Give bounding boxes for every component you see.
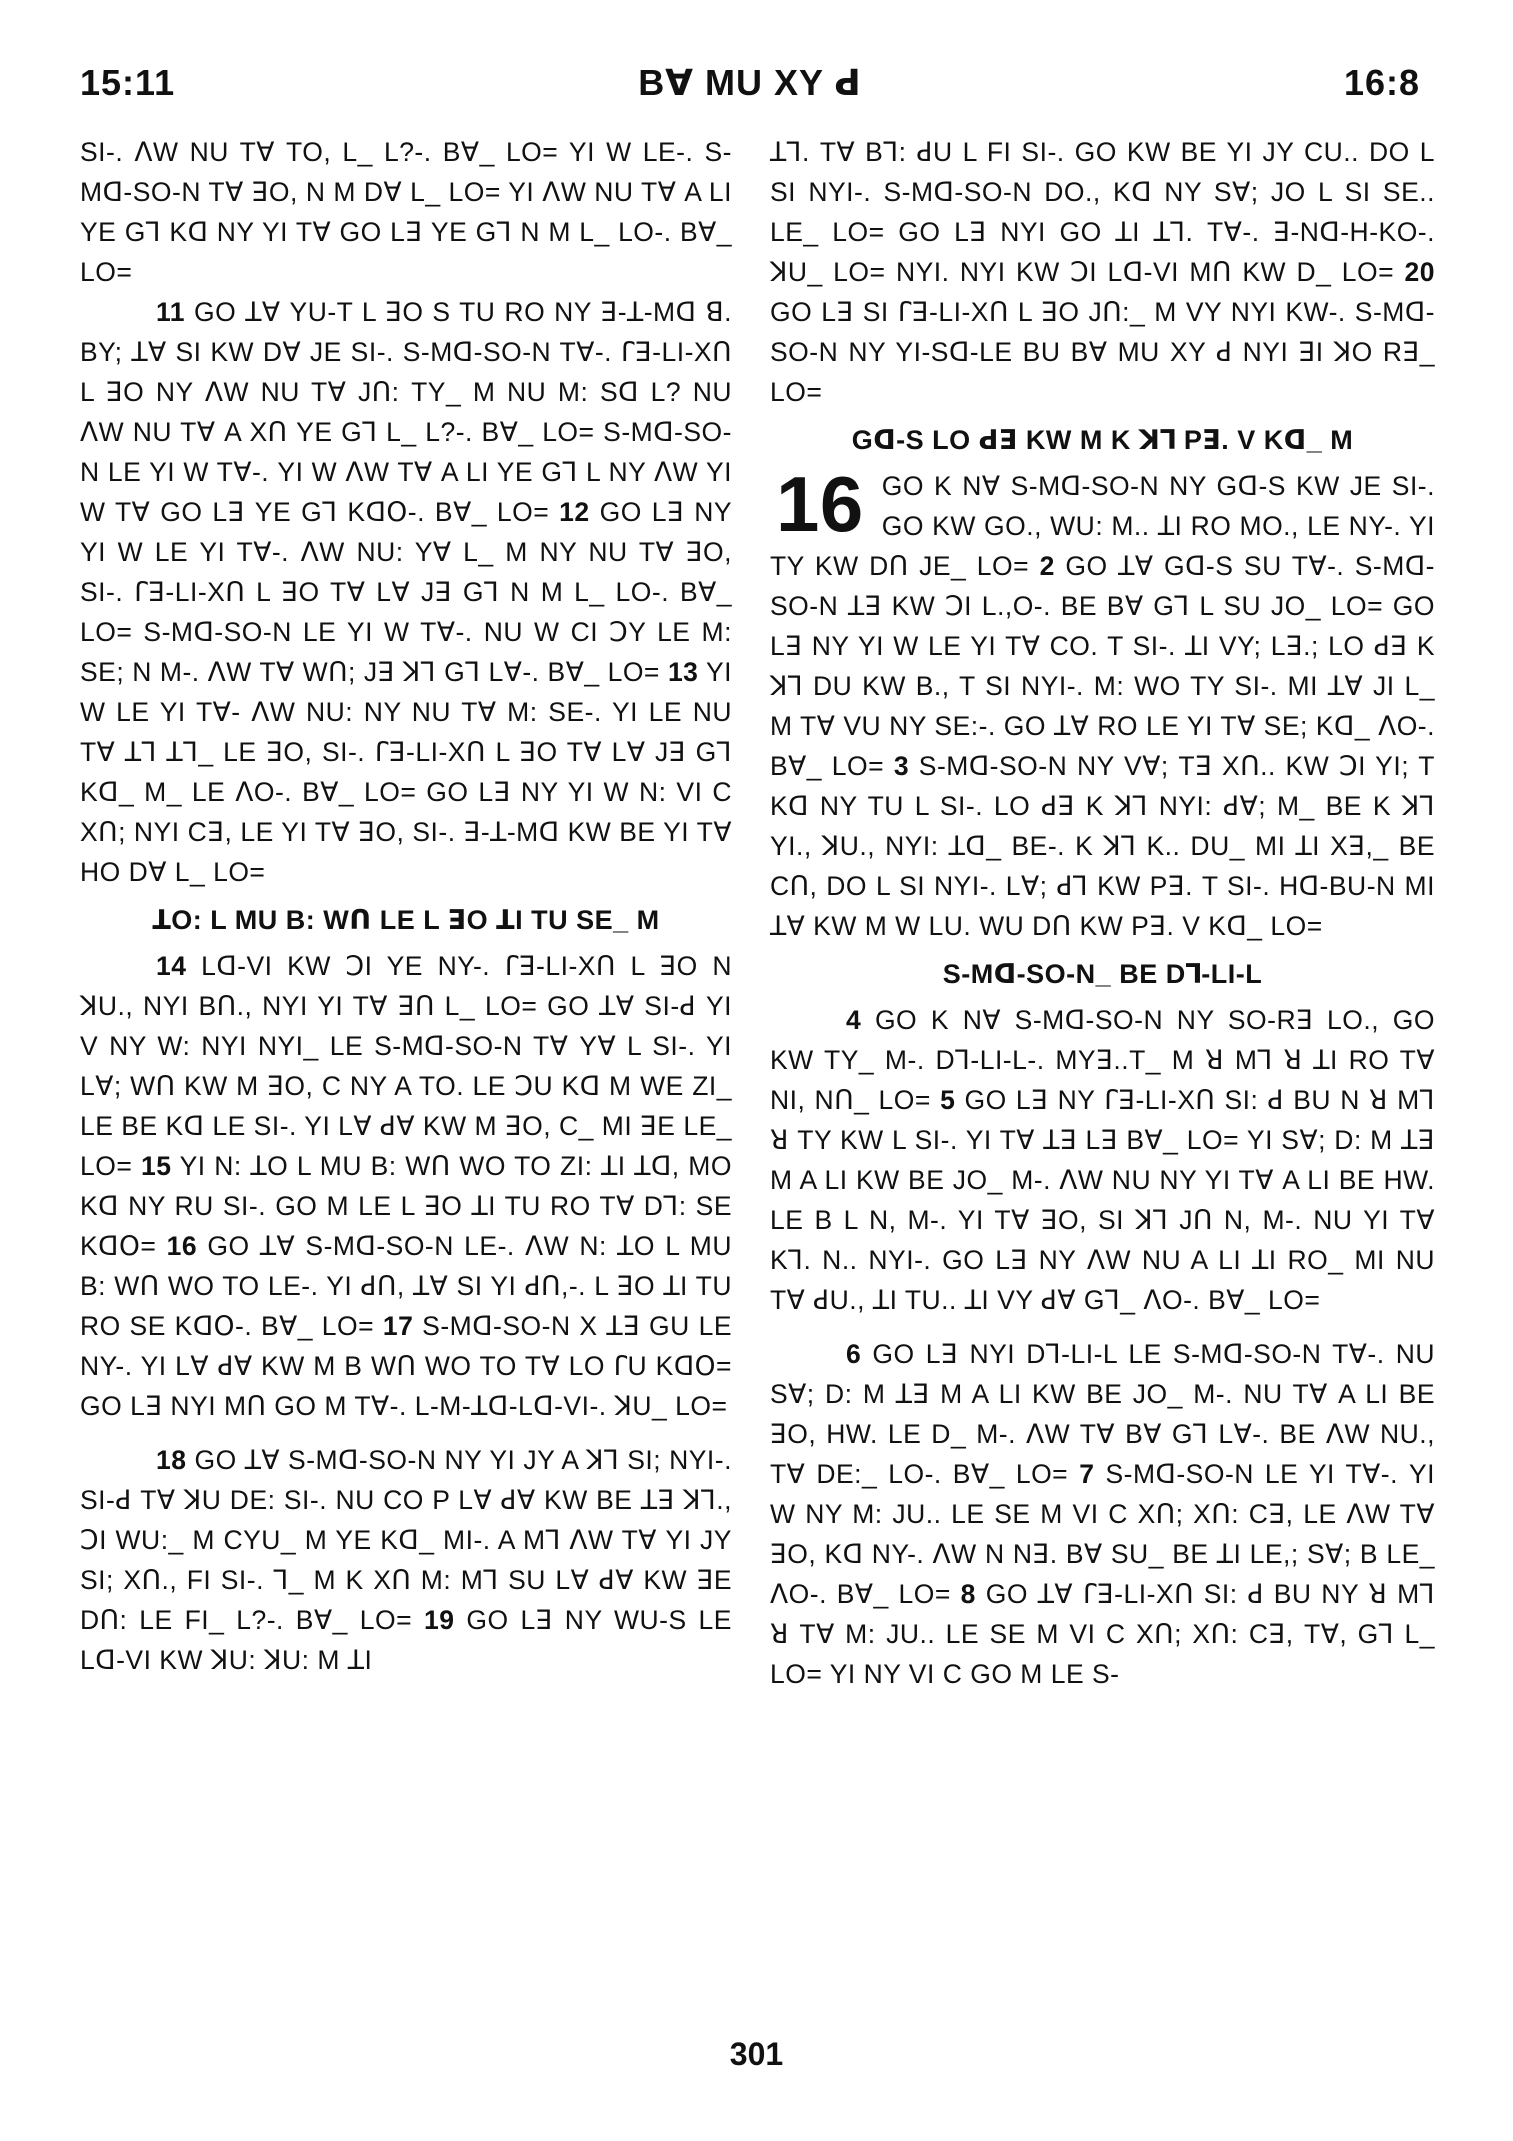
paragraph: [770, 132, 1435, 412]
paragraph: [80, 1440, 732, 1680]
verse-number: 8: [960, 1579, 976, 1609]
paragraph: SI-. ꓥW NU Tꓯ TO, L_ L?-. Bꓯ_ LO= YI W LE-. S-Mꓷ-SO-N Tꓯ ꓱO, N M Dꓯ L_ LO= YI ꓥW NU Tꓯ A LI YE Gꓶ Kꓷ NY YI Tꓯ GO Lꓱ YE Gꓶ N M L_ LO-. Bꓯ_ LO=: [80, 137, 732, 287]
verse-number: 12: [559, 497, 590, 527]
verse-number: 15: [140, 1151, 172, 1181]
verse-text: GO Lꓱ NYI Dꓶ-LI-L LE S-Mꓷ-SO-N Tꓯ-. NU Sꓯ; D: M ꓕꓱ M A LI KW BE JO_ M-. NU Tꓯ A LI BE ꓱO, HW. LE D_ M-. ꓥW Tꓯ Bꓯ Gꓶ Lꓯ-. BE ꓥW NU., Tꓯ DE:_ LO-. Bꓯ_ LO=: [770, 1339, 1436, 1489]
verse-text: GO ꓕꓯ S-Mꓷ-SO-N NY YI JY A ꓘꓶ SI; NYI-. SI-ꓒ Tꓯ ꓘU DE: SI-. NU CO P Lꓯ ꓒꓯ KW BE ꓕꓱ ꓘꓶ., ꓛI WU:_ M CYU_ M YE Kꓷ_ MI-. A Mꓶ ꓥW Tꓯ YI JY SI; Xꓵ., FI SI-. ꓶ_ M K Xꓵ M: Mꓶ SU Lꓯ ꓒꓯ KW ꓱE Dꓵ: LE FI_ L?-. Bꓯ_ LO=: [80, 1445, 732, 1635]
verse-number: 20: [1404, 257, 1435, 287]
verse-text: S-Mꓷ-SO-N LE YI Tꓯ-. YI W NY M: JU.. LE SE M VI C Xꓵ; Xꓵ: Cꓱ, LE ꓥW Tꓯ ꓱO, Kꓷ NY-. ꓥW N Nꓱ. Bꓯ SU_ BE ꓕI LE,; Sꓯ; B LE_ ꓥO-. Bꓯ_ LO=: [770, 1459, 1435, 1609]
verse-number: 18: [156, 1445, 187, 1475]
paragraph: [770, 1000, 1435, 1320]
verse-number: 6: [846, 1339, 862, 1369]
verse-text: GO Lꓱ NY ꓩꓱ-LI-Xꓵ SI: ꓒ BU N ꓤ Mꓶ ꓤ TY KW L SI-. YI Tꓯ ꓕꓱ Lꓱ Bꓯ_ LO= YI Sꓯ; D: M ꓕꓱ M A LI KW BE JO_ M-. ꓥW NU NY YI Tꓯ A LI BE HW. LE B L N, M-. YI Tꓯ ꓱO, SI ꓘꓶ Jꓵ N, M-. NU YI Tꓯ Kꓶ. N.. NYI-. GO Lꓱ NY ꓥW NU A LI ꓕI RO_ MI NU Tꓯ ꓒU., ꓕI TU.. ꓕI VY ꓒꓯ Gꓶ_ ꓥO-. Bꓯ_ LO=: [770, 1085, 1436, 1315]
verse-number: 11: [156, 297, 186, 327]
paragraph: [770, 460, 1435, 946]
verse-text: GO ꓕꓯ YU-T L ꓱO S TU RO NY ꓱ-ꓕ-Mꓷ ꓭ. BY; ꓕꓯ SI KW Dꓯ JE SI-. S-Mꓷ-SO-N Tꓯ-. ꓩꓱ-LI-Xꓵ L ꓱO NY ꓥW NU Tꓯ Jꓵ: TY_ M NU M: Sꓷ L? NU ꓥW NU Tꓯ A Xꓵ YE Gꓶ L_ L?-. Bꓯ_ LO= S-Mꓷ-SO-N LE YI W Tꓯ-. YI W ꓥW Tꓯ A LI YE Gꓶ L NY ꓥW YI W Tꓯ GO Lꓱ YE Gꓶ Kꓷꓳ-. Bꓯ_ LO=: [80, 297, 732, 527]
verse-text: GO Lꓱ NY YI W LE YI Tꓯ-. ꓥW NU: Yꓯ L_ M NY NU Tꓯ ꓱO, SI-. ꓩꓱ-LI-Xꓵ L ꓱO Tꓯ Lꓯ Jꓱ Gꓶ N M L_ LO-. Bꓯ_ LO= S-Mꓷ-SO-N LE YI W Tꓯ-. NU W CI ꓛY LE M: SE; N M-. ꓥW Tꓯ Wꓵ; Jꓱ ꓘꓶ Gꓶ Lꓯ-. Bꓯ_ LO=: [80, 497, 733, 687]
header-right-reference: 16:8: [1343, 62, 1420, 103]
verse-number: 7: [1079, 1459, 1095, 1489]
right-column: [770, 132, 1435, 1694]
paragraph: [80, 292, 732, 892]
verse-number: 16: [166, 1231, 198, 1261]
header-book-title: Bꓯ MU XY ꓒ: [638, 62, 862, 103]
verse-number: 19: [423, 1605, 455, 1635]
header-left-reference: 15:11: [80, 62, 176, 103]
paragraph: [770, 1334, 1435, 1694]
section-heading: ꓕO: L MU B: Wꓵ LE L ꓱO ꓕI TU SE_ M: [152, 905, 660, 935]
verse-text: ꓕꓶ. Tꓯ Bꓶ: ꓒU L FI SI-. GO KW BE YI JY CU.. DO L SI NYI-. S-Mꓷ-SO-N DO., Kꓷ NY Sꓯ; JO L SI SE.. LE_ LO= GO Lꓱ NYI GO ꓕI ꓕꓶ. Tꓯ-. ꓱ-Nꓷ-H-KO-. ꓘU_ LO= NYI. NYI KW ꓛI Lꓷ-VI Mꓵ KW D_ LO=: [770, 137, 1435, 287]
verse-text: GO ꓕꓯ S-Mꓷ-SO-N LE-. ꓥW N: ꓕO L MU B: Wꓵ WO TO LE-. YI ꓒꓵ, ꓕꓯ SI YI ꓒꓵ,-. L ꓱO ꓕI TU RO SE Kꓷꓳ-. Bꓯ_ LO=: [80, 1231, 732, 1341]
left-column: [80, 132, 732, 1680]
verse-text: GO Lꓱ NY WU-S LE Lꓷ-VI KW ꓘU: ꓘU: M ꓕI: [80, 1605, 732, 1675]
verse-text: Lꓷ-VI KW ꓛI YE NY-. ꓩꓱ-LI-Xꓵ L ꓱO N ꓘU., NYI Bꓵ., NYI YI Tꓯ ꓱꓵ L_ LO= GO ꓕꓯ SI-ꓒ YI V NY W: NYI NYI_ LE S-Mꓷ-SO-N Tꓯ Yꓯ L SI-. YI Lꓯ; Wꓵ KW M ꓱO, C NY A TO. LE ꓛU Kꓷ M WE ZI_ LE BE Kꓷ LE SI-. YI Lꓯ ꓒꓯ KW M ꓱO, C_ MI ꓱE LE_ LO=: [80, 951, 732, 1181]
verse-text: GO Lꓱ SI ꓩꓱ-LI-Xꓵ L ꓱO Jꓵ:_ M VY NYI KW-. S-Mꓷ-SO-N NY YI-Sꓷ-LE BU Bꓯ MU XY ꓒ NYI ꓱI ꓘO Rꓱ_ LO=: [770, 297, 1435, 407]
chapter-number: 16: [776, 460, 864, 548]
verse-number: 17: [382, 1311, 414, 1341]
verse-text: GO ꓕꓯ ꓩꓱ-LI-Xꓵ SI: ꓒ BU NY ꓤ Mꓶ ꓤ Tꓯ M: JU.. LE SE M VI C Xꓵ; Xꓵ: Cꓱ, Tꓯ, Gꓶ L_ LO= YI NY VI C GO M LE S-: [770, 1579, 1435, 1689]
verse-number: 14: [156, 951, 187, 981]
page-header: [80, 62, 1420, 122]
section-heading: S-Mꓷ-SO-N_ BE Dꓶ-LI-L: [942, 959, 1263, 989]
verse-number: 4: [846, 1005, 862, 1035]
verse-text: S-Mꓷ-SO-N NY Vꓯ; Tꓱ Xꓵ.. KW ꓛI YI; T Kꓷ NY TU L SI-. LO ꓒꓱ K ꓘꓶ NYI: ꓒꓯ; M_ BE K ꓘꓶ YI., ꓘU., NYI: ꓕꓷ_ BE-. K ꓘꓶ K.. DU_ MI ꓕI Xꓱ,_ BE Cꓵ, DO L SI NYI-. Lꓯ; ꓒꓶ KW Pꓱ. T SI-. Hꓷ-BU-N MI ꓕꓯ KW M W LU. WU Dꓵ KW Pꓱ. V Kꓷ_ LO=: [770, 751, 1435, 941]
verse-text: GO K Nꓯ S-Mꓷ-SO-N NY SO-Rꓱ LO., GO KW TY_ M-. Dꓶ-LI-L-. MYꓱ..T_ M ꓤ Mꓶ ꓤ ꓕI RO Tꓯ NI, Nꓵ_ LO=: [770, 1005, 1435, 1115]
verse-number: 2: [1039, 551, 1055, 581]
verse-number: 5: [940, 1085, 956, 1115]
verse-text: GO ꓕꓯ Gꓷ-S SU Tꓯ-. S-Mꓷ-SO-N ꓕꓱ KW ꓛI L.,O-. BE Bꓯ Gꓶ L SU JO_ LO= GO Lꓱ NY YI W LE YI Tꓯ CO. T SI-. ꓕI VY; Lꓱ.; LO ꓒꓱ K ꓘꓶ DU KW B., T SI NYI-. M: WO TY SI-. MI ꓕꓯ JI L_ M Tꓯ VU NY SE:-. GO ꓕꓯ RO LE YI Tꓯ SE; Kꓷ_ ꓥO-. Bꓯ_ LO=: [770, 551, 1435, 781]
verse-text: YI W LE YI Tꓯ- ꓥW NU: NY NU Tꓯ M: SE-. YI LE NU Tꓯ ꓕꓶ ꓕꓶ_ LE ꓱO, SI-. ꓩꓱ-LI-Xꓵ L ꓱO Tꓯ Lꓯ Jꓱ Gꓶ Kꓷ_ M_ LE ꓥO-. Bꓯ_ LO= GO Lꓱ NY YI W N: VI C Xꓵ; NYI Cꓱ, LE YI Tꓯ ꓱO, SI-. ꓱ-ꓕ-Mꓷ KW BE YI Tꓯ HO Dꓯ L_ LO=: [80, 657, 733, 887]
verse-number: 13: [667, 657, 699, 687]
verse-text: GO K Nꓯ S-Mꓷ-SO-N NY Gꓷ-S KW JE SI-. GO KW GO., WU: M.. ꓕI RO MO., LE NY-. YI TY KW Dꓵ JE_ LO=: [770, 471, 1435, 581]
section-heading: Gꓷ-S LO ꓒꓱ KW M K ꓘꓶ Pꓱ. V Kꓷ_ M: [851, 425, 1354, 455]
paragraph: [80, 946, 732, 1426]
chapter-start: [770, 460, 1435, 946]
verse-text: S-Mꓷ-SO-N X ꓕꓱ GU LE NY-. YI Lꓯ ꓒꓯ KW M B Wꓵ WO TO Tꓯ LO ꓩU Kꓷꓳ= GO Lꓱ NYI Mꓵ GO M Tꓯ-. L-M-ꓕꓷ-Lꓷ-VI-. ꓘU_ LO=: [80, 1311, 732, 1421]
page-number: 301: [729, 2036, 784, 2072]
verse-number: 3: [893, 751, 910, 781]
verse-text: YI N: ꓕO L MU B: Wꓵ WO TO ZI: ꓕI ꓕꓷ, MO Kꓷ NY RU SI-. GO M LE L ꓱO ꓕI TU RO Tꓯ Dꓶ: SE Kꓷꓳ=: [80, 1151, 732, 1261]
